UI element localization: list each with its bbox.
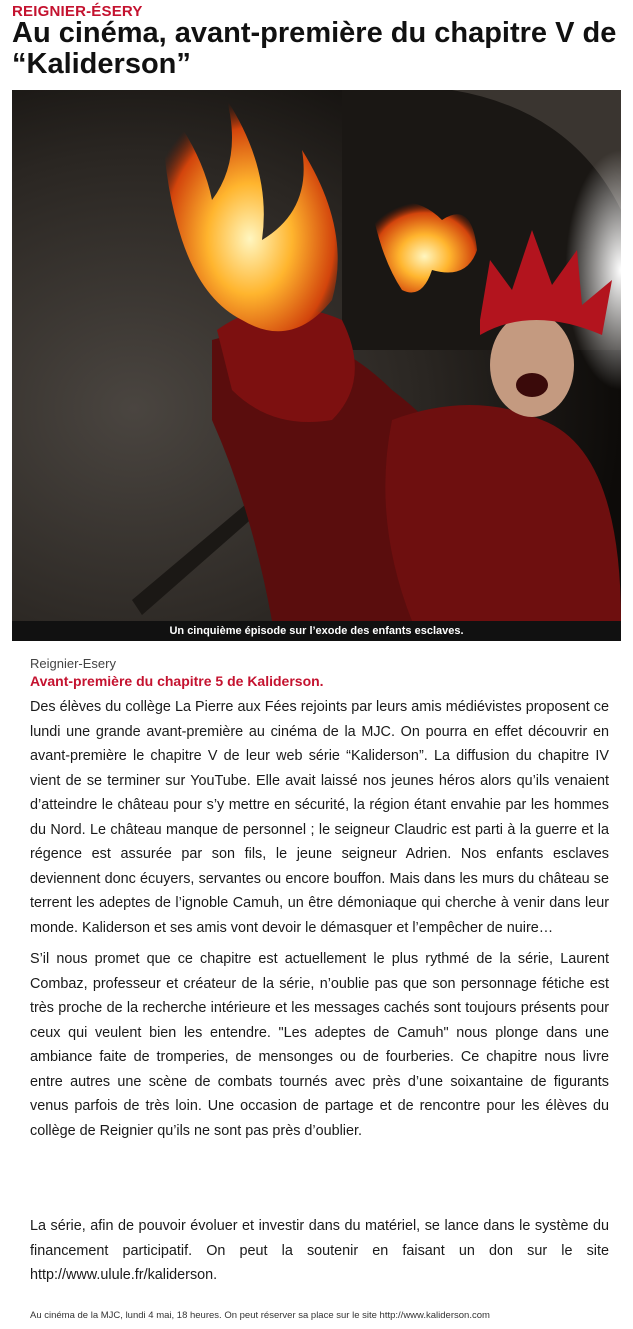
body-paragraph-3: La série, afin de pouvoir évoluer et investir dans du matériel, se lance dans le système du financement participatif. On peut la soutenir en faisant un don sur le site http://www.ulule.fr/kaliderson. (30, 1218, 609, 1283)
section-kicker: REIGNIER-ÉSERY (12, 3, 143, 20)
body-paragraph-2: S’il nous promet que ce chapitre est actuellement le plus rythmé de la série, Laurent Combaz, professeur et créateur de la série, n’oublie pas que son personnage fétiche est très proche de la recherche intérieure et les messages cachés sont toujours présents pour ceux qui veulent bien les entendre. "Les adeptes de Camuh" nous plonge dans une ambiance faite de tromperies, de mensonges ou de fourberies. Ce chapitre nous livre entre autres une scène de combats tournés avec près d’une soixantaine de figurants venus parfois de très loin. Une occasion de partage et de rencontre pour les élèves du collège de Reignier qu’ils ne sont pas près d’oublier. (30, 951, 609, 1139)
face (490, 313, 574, 417)
photo-illustration (12, 90, 621, 621)
event-footnote: Au cinéma de la MJC, lundi 4 mai, 18 heures. On peut réserver sa place sur le site http://www.kaliderson.com (30, 1310, 490, 1321)
body-paragraph-1: Des élèves du collège La Pierre aux Fées rejoints par leurs amis médiévistes proposent ce lundi une grande avant-première au cinéma de la MJC. On pourra en effet découvrir en avant-première le chapitre V de leur web série “Kaliderson”. La diffusion du chapitre IV vient de se terminer sur YouTube. Elle avait laissé nos jeunes héros alors qu’ils venaient d’atteindre le château pour s’y mettre en sécurité, la région étant envahie par les hommes du Nord. Le château manque de personnel ; le seigneur Claudric est parti à la guerre et la régence est assurée par son fils, le jeune seigneur Adrien. Nos enfants esclaves deviennent donc écuyers, servantes ou encore bouffon. Mais dans les murs du château se terrent les adeptes de l’ignoble Camuh, un être démoniaque qui cherche à venir dans leur monde. Kaliderson et ses amis vont devoir le démasquer et l’empêcher de nuire… (30, 699, 609, 936)
article-headline: Au cinéma, avant-première du chapitre V de “Kaliderson” (12, 17, 617, 80)
article-photo (12, 90, 621, 641)
article-subhead: Avant-première du chapitre 5 de Kaliderson. (30, 673, 324, 689)
open-mouth (516, 373, 548, 397)
photo-caption: Un cinquième épisode sur l’exode des enfants esclaves. (12, 621, 621, 641)
article-location: Reignier-Esery (30, 656, 116, 671)
